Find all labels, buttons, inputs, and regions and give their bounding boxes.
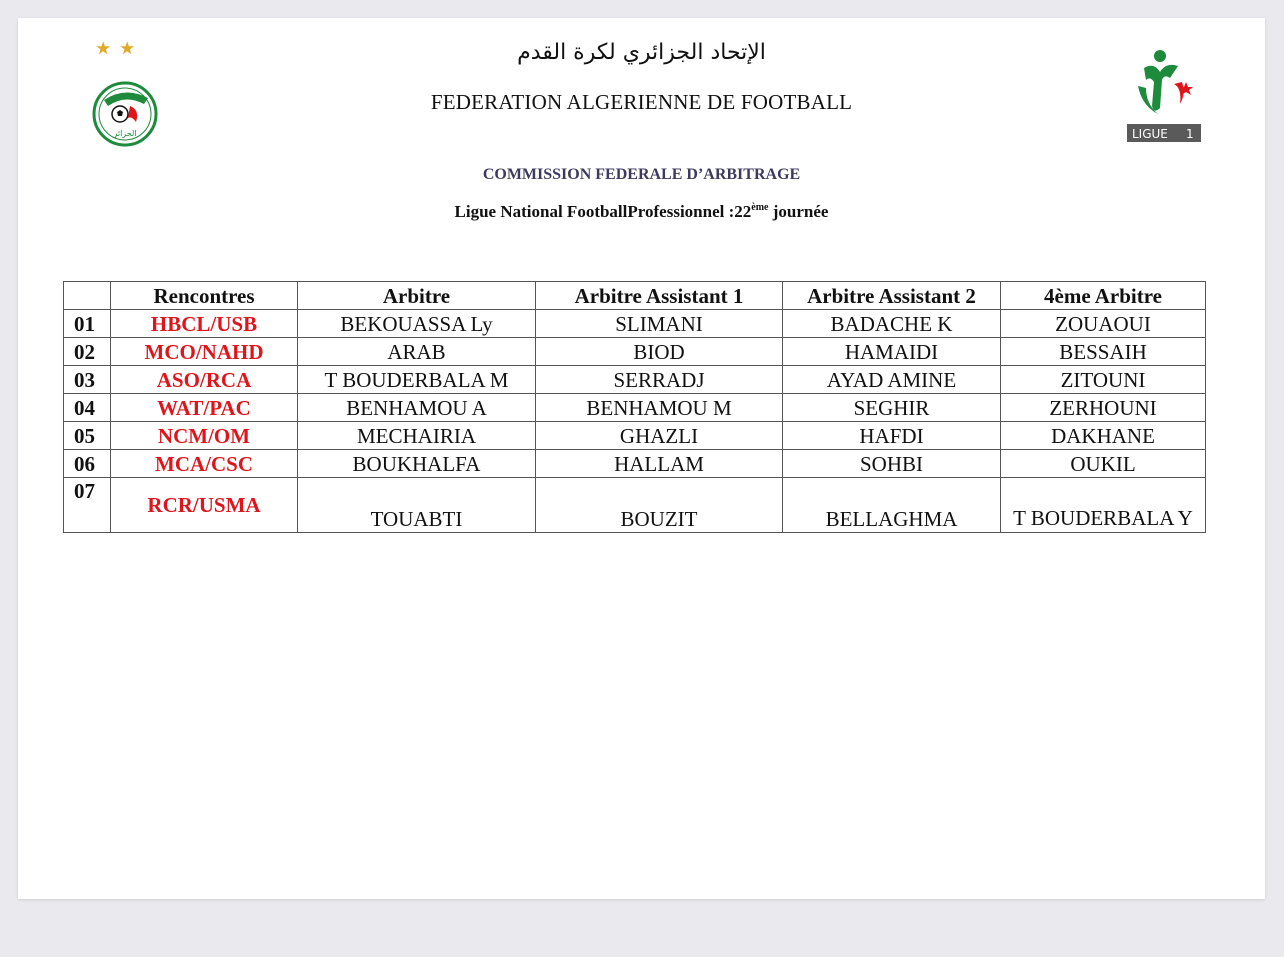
assistant1-cell: SERRADJ (536, 366, 783, 394)
match-cell: WAT/PAC (111, 394, 298, 422)
referee-cell: TOUABTI (298, 478, 536, 533)
header-rencontres: Rencontres (111, 282, 298, 310)
header-assistant-2: Arbitre Assistant 2 (783, 282, 1001, 310)
assistant1-cell: SLIMANI (536, 310, 783, 338)
assistant2-cell: HAMAIDI (783, 338, 1001, 366)
referee-cell: BENHAMOU A (298, 394, 536, 422)
arabic-title: الإتحاد الجزائري لكرة القدم (517, 40, 766, 65)
fourth-referee-cell: BESSAIH (1001, 338, 1206, 366)
match-cell: NCM/OM (111, 422, 298, 450)
header-assistant-1: Arbitre Assistant 1 (536, 282, 783, 310)
assistant1-cell: BOUZIT (536, 478, 783, 533)
assistant2-cell: BELLAGHMA (783, 478, 1001, 533)
match-cell: ASO/RCA (111, 366, 298, 394)
assistant1-cell: HALLAM (536, 450, 783, 478)
fourth-referee-cell: ZERHOUNI (1001, 394, 1206, 422)
federation-title: FEDERATION ALGERIENNE DE FOOTBALL (430, 90, 853, 114)
fourth-referee-cell: ZITOUNI (1001, 366, 1206, 394)
assistant2-cell: SEGHIR (783, 394, 1001, 422)
league-matchday (18, 202, 1265, 222)
match-cell: RCR/USMA (111, 478, 298, 533)
referee-cell: T BOUDERBALA M (298, 366, 536, 394)
match-cell: HBCL/USB (111, 310, 298, 338)
league-sup: ème (751, 202, 769, 213)
document-page (18, 18, 1265, 899)
table-row (64, 478, 1206, 533)
referee-cell: MECHAIRIA (298, 422, 536, 450)
header-fourth-referee: 4ème Arbitre (1001, 282, 1206, 310)
assistant2-cell: BADACHE K (783, 310, 1001, 338)
match-cell: MCO/NAHD (111, 338, 298, 366)
row-number: 05 (64, 422, 111, 450)
referee-cell: BEKOUASSA Ly (298, 310, 536, 338)
header-num (64, 282, 111, 310)
assistant1-cell: BENHAMOU M (536, 394, 783, 422)
assistant2-cell: HAFDI (783, 422, 1001, 450)
league-suffix: journée (768, 202, 829, 221)
commission-title: COMMISSION FEDERALE D’ARBITRAGE (482, 166, 801, 183)
table-row (64, 450, 1206, 478)
table-row (64, 422, 1206, 450)
row-number: 01 (64, 310, 111, 338)
fourth-referee-cell: ZOUAOUI (1001, 310, 1206, 338)
row-number: 04 (64, 394, 111, 422)
ligue1-number: 1 (1186, 127, 1194, 141)
faf-logo-label: الجزائر (113, 129, 137, 138)
table-header-row (64, 282, 1206, 310)
league-prefix: Ligue National FootballProfessionnel :22 (454, 202, 752, 221)
referee-cell: BOUKHALFA (298, 450, 536, 478)
row-number: 03 (64, 366, 111, 394)
referee-cell: ARAB (298, 338, 536, 366)
assistant1-cell: BIOD (536, 338, 783, 366)
fourth-referee-cell: T BOUDERBALA Y (1001, 478, 1206, 533)
fourth-referee-cell: OUKIL (1001, 450, 1206, 478)
header-arbitre: Arbitre (298, 282, 536, 310)
row-number: 02 (64, 338, 111, 366)
table-row (64, 338, 1206, 366)
referee-schedule-table (63, 281, 1206, 533)
assistant2-cell: SOHBI (783, 450, 1001, 478)
assistant2-cell: AYAD AMINE (783, 366, 1001, 394)
table-row (64, 394, 1206, 422)
assistant1-cell: GHAZLI (536, 422, 783, 450)
ligue1-label: LIGUE (1132, 127, 1168, 141)
row-number: 06 (64, 450, 111, 478)
table-row (64, 366, 1206, 394)
match-cell: MCA/CSC (111, 450, 298, 478)
row-number: 07 (64, 478, 111, 533)
fourth-referee-cell: DAKHANE (1001, 422, 1206, 450)
table-row (64, 310, 1206, 338)
